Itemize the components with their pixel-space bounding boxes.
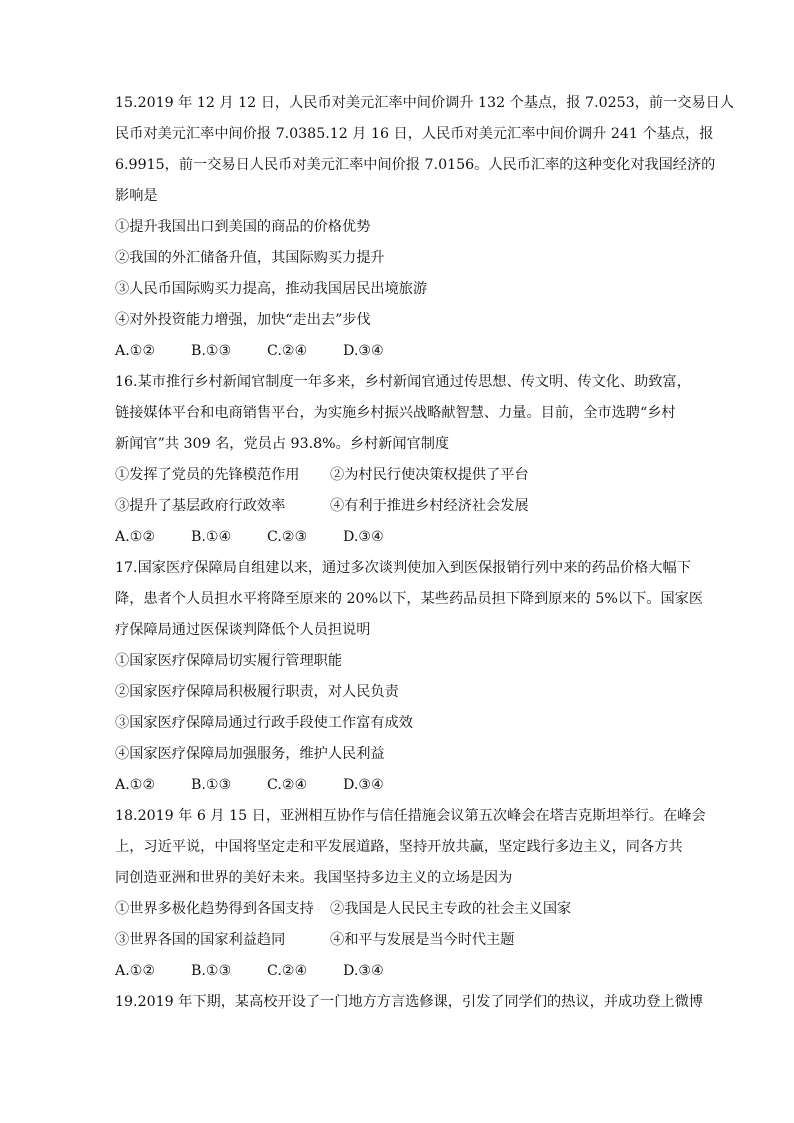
- answer-choice-d: D.③④: [343, 343, 384, 359]
- question-stem-line: 15.2019 年 12 月 12 日，人民币对美元汇率中间价调升 132 个基点，报 7.0253，前一交易日人: [115, 95, 735, 111]
- answer-choice-c: C.②③: [267, 529, 308, 545]
- statement-option-row: [115, 460, 687, 491]
- answer-choice-a: A.①②: [115, 343, 156, 359]
- statement-option-row: [115, 925, 687, 956]
- statement-option: ③人民币国际购买力提高，推动我国居民出境旅游: [115, 281, 428, 297]
- question-stem-line: 民币对美元汇率中间价报 7.0385.12 月 16 日，人民币对美元汇率中间价调升 241 个基点，报: [115, 126, 714, 142]
- question-stem-line: 疗保障局通过医保谈判降低个人员担说明: [115, 622, 371, 638]
- statement-option: ②国家医疗保障局积极履行职责，对人民负责: [115, 684, 399, 700]
- answer-choice-b: B.①③: [191, 777, 232, 793]
- statement-option-row: [115, 894, 687, 925]
- statement-option: ①世界多极化趋势得到各国支持: [115, 901, 314, 917]
- question-stem-line: 影响是: [115, 188, 158, 204]
- statement-option: ①发挥了党员的先锋模范作用: [115, 467, 300, 483]
- answer-choices: [115, 336, 687, 367]
- statement-option: ③国家医疗保障局通过行政手段使工作富有成效: [115, 715, 413, 731]
- statement-option: ④有利于推进乡村经济社会发展: [330, 498, 529, 514]
- exam-page: [115, 88, 735, 1018]
- answer-choice-b: B.①③: [191, 343, 232, 359]
- statement-option: ①国家医疗保障局切实履行管理职能: [115, 653, 343, 669]
- answer-choice-c: C.②④: [267, 963, 308, 979]
- answer-choices: [115, 770, 687, 801]
- answer-choice-a: A.①②: [115, 529, 156, 545]
- question-18: [115, 801, 706, 987]
- answer-choice-d: D.③④: [343, 777, 384, 793]
- answer-choice-a: A.①②: [115, 963, 156, 979]
- question-stem-line: 降，患者个人员担水平将降至原来的 20%以下，某些药品员担下降到原来的 5%以下。国家医: [115, 591, 704, 607]
- question-17: [115, 553, 704, 801]
- answer-choice-c: C.②④: [267, 777, 308, 793]
- question-stem-line: 17.国家医疗保障局自组建以来，通过多次谈判使加入到医保报销行列中来的药品价格大幅下: [115, 560, 691, 576]
- statement-option: ②我国的外汇储备升值，其国际购买力提升: [115, 250, 385, 266]
- statement-option: ④和平与发展是当今时代主题: [330, 932, 515, 948]
- question-19: [115, 987, 704, 1018]
- statement-option: ②为村民行使决策权提供了平台: [330, 467, 529, 483]
- answer-choice-d: D.③④: [343, 529, 384, 545]
- question-stem-line: 16.某市推行乡村新闻官制度一年多来，乡村新闻官通过传思想、传文明、传文化、助致富，: [115, 374, 691, 390]
- question-stem-line: 链接媒体平台和电商销售平台，为实施乡村振兴战略献智慧、力量。目前，全市选聘“乡村: [115, 405, 676, 421]
- statement-option: ③提升了基层政府行政效率: [115, 498, 286, 514]
- answer-choice-b: B.①③: [191, 963, 232, 979]
- question-16: [115, 367, 691, 553]
- statement-option: ④对外投资能力增强，加快“走出去”步伐: [115, 312, 371, 328]
- question-stem-line: 19.2019 年下期，某高校开设了一门地方方言选修课，引发了同学们的热议，并成功登上微博: [115, 994, 704, 1010]
- statement-option: ③世界各国的国家利益趋同: [115, 932, 286, 948]
- answer-choices: [115, 956, 687, 987]
- statement-option: ④国家医疗保障局加强服务，维护人民利益: [115, 746, 385, 762]
- question-stem-line: 上，习近平说，中国将坚定走和平发展道路，坚持开放共赢，坚定践行多边主义，同各方共: [115, 839, 683, 855]
- statement-option: ②我国是人民民主专政的社会主义国家: [330, 901, 572, 917]
- question-stem-line: 6.9915，前一交易日人民币对美元汇率中间价报 7.0156。人民币汇率的这种变化对我国经济的: [115, 157, 716, 173]
- statement-option-row: [115, 491, 687, 522]
- answer-choice-c: C.②④: [267, 343, 308, 359]
- answer-choice-d: D.③④: [343, 963, 384, 979]
- question-stem-line: 同创造亚洲和世界的美好未来。我国坚持多边主义的立场是因为: [115, 870, 513, 886]
- statement-option: ①提升我国出口到美国的商品的价格优势: [115, 219, 371, 235]
- question-15: [115, 88, 735, 367]
- answer-choice-b: B.①④: [191, 529, 232, 545]
- question-stem-line: 18.2019 年 6 月 15 日，亚洲相互协作与信任措施会议第五次峰会在塔吉克斯坦举行。在峰会: [115, 808, 706, 824]
- answer-choices: [115, 522, 687, 553]
- question-stem-line: 新闻官”共 309 名，党员占 93.8%。乡村新闻官制度: [115, 436, 450, 452]
- answer-choice-a: A.①②: [115, 777, 156, 793]
